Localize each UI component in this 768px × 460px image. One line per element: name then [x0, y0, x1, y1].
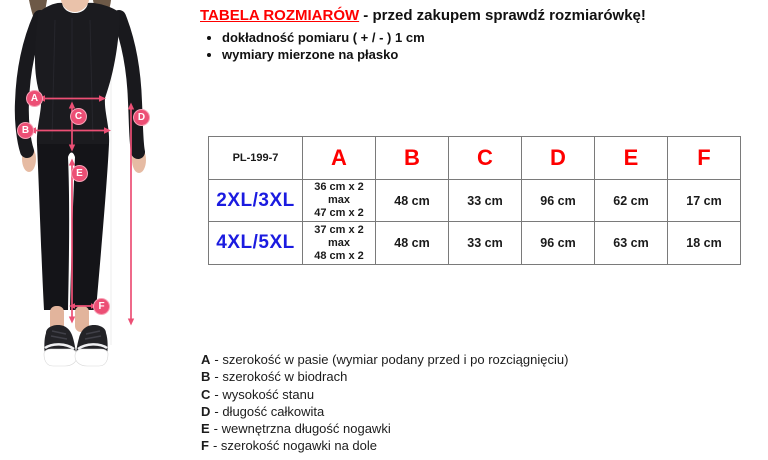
legend-text: - szerokość w biodrach: [214, 369, 348, 385]
col-header-e: E: [595, 137, 668, 180]
legend-item: [201, 437, 568, 454]
measure-badge-d: D: [133, 109, 150, 126]
legend-letter: E: [201, 421, 210, 437]
legend-item: [201, 403, 568, 420]
table-row: [209, 180, 741, 222]
col-header-f: F: [668, 137, 741, 180]
legend-text: - długość całkowita: [214, 403, 325, 419]
col-header-b: B: [376, 137, 449, 180]
cell-line: 36 cm x 2: [314, 181, 364, 193]
legend-item: [201, 351, 568, 368]
col-header-c: C: [449, 137, 522, 180]
bullet-item: • dokładność pomiaru ( + / - ) 1 cm: [222, 30, 760, 47]
cell-c-row1: 33 cm: [449, 180, 522, 222]
measure-badge-a: A: [26, 90, 43, 107]
cell-f-row2: 18 cm: [668, 222, 741, 265]
header: [200, 6, 760, 63]
right-arm: [119, 17, 138, 152]
legend-letter: A: [201, 352, 211, 367]
cell-d-row1: 96 cm: [522, 180, 595, 222]
cell-f-row1: 17 cm: [668, 180, 741, 222]
cell-a-row2: [303, 222, 376, 265]
legend-text: - wysokość stanu: [214, 386, 315, 402]
measure-badge-b: B: [17, 122, 34, 139]
legend-text: - szerokość w pasie (wymiar podany przed i po rozciągnięciu): [214, 352, 569, 367]
legend-letter: B: [201, 369, 211, 385]
legend-text: - szerokość nogawki na dole: [212, 438, 377, 454]
legend-item: [201, 368, 568, 385]
legend-item: [201, 420, 568, 437]
cell-e-row1: 62 cm: [595, 180, 668, 222]
cell-line: max: [327, 236, 351, 249]
measurement-legend: [201, 351, 568, 455]
size-table: [208, 136, 741, 265]
page-title-rest: - przed zakupem sprawdź rozmiarówkę!: [359, 7, 646, 24]
legend-text: - wewnętrzna długość nogawki: [213, 421, 391, 437]
measure-badge-f: F: [93, 298, 110, 315]
model-photo: [0, 0, 190, 380]
cell-line: 37 cm x 2: [314, 223, 364, 236]
cell-line: max: [327, 194, 351, 206]
measure-badge-e: E: [71, 165, 88, 182]
cell-d-row2: 96 cm: [522, 222, 595, 265]
col-header-d: D: [522, 137, 595, 180]
cell-a-row1: [303, 180, 376, 222]
legend-letter: D: [201, 403, 211, 419]
cell-e-row2: 63 cm: [595, 222, 668, 265]
row-size-label: 2XL/3XL: [209, 180, 303, 222]
table-row: [209, 222, 741, 265]
page-title: [200, 6, 760, 26]
legend-letter: F: [201, 438, 209, 454]
bullet-item: • wymiary mierzone na płasko: [222, 47, 760, 64]
product-code: PL-199-7: [209, 137, 303, 180]
legend-letter: C: [201, 386, 211, 402]
cell-line: 48 cm x 2: [314, 249, 364, 262]
legend-item: [201, 386, 568, 403]
measure-badge-c: C: [70, 108, 87, 125]
cell-c-row2: 33 cm: [449, 222, 522, 265]
cell-line: 47 cm x 2: [314, 207, 364, 219]
page-title-highlight: TABELA ROZMIARÓW: [200, 7, 360, 24]
row-size-label: 4XL/5XL: [209, 222, 303, 265]
cell-b-row1: 48 cm: [376, 180, 449, 222]
table-header-row: [209, 137, 741, 180]
col-header-a: A: [303, 137, 376, 180]
product-figure: [0, 0, 190, 380]
bullet-list: [213, 30, 760, 63]
cell-b-row2: 48 cm: [376, 222, 449, 265]
left-shoe: [44, 325, 77, 366]
